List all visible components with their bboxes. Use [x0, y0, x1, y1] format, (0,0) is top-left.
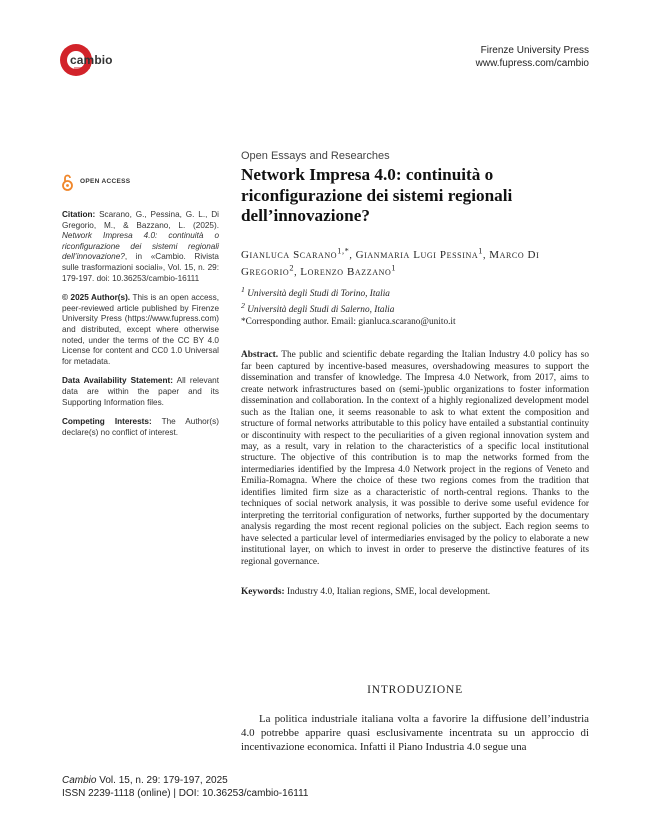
author-sup: 1,* — [337, 246, 350, 256]
article-main — [241, 150, 589, 598]
footer-issue: Vol. 15, n. 29: 179-197, 2025 — [99, 775, 228, 786]
abstract — [241, 350, 589, 568]
author-item: Gianluca Scarano$^{1,*}$, — [241, 246, 356, 261]
corresponding-author: *Corresponding author. Email: gianluca.scarano@unito.it — [241, 317, 456, 328]
author-sup: 2 — [289, 263, 295, 273]
article-title: Network Impresa 4.0: continuità o riconfigurazione dei sistemi regionali dell’innovazione? — [241, 165, 513, 225]
citation-source: , in «Cambio. Rivista sulle trasformazioni sociali», Vol. 15, n. 29: 179-197. doi: 10.36253/cambio-16111 — [62, 252, 219, 283]
keywords — [241, 587, 589, 599]
affiliations — [241, 284, 589, 328]
author-sup: 1 — [391, 263, 397, 273]
footer-issn: ISSN 2239-1118 (online) | DOI: 10.36253/cambio-16111 — [62, 787, 309, 799]
publisher-name: Firenze University Press — [480, 45, 589, 56]
author-name: Lorenzo Bazzano — [300, 266, 392, 279]
data-availability-label: Data Availability Statement: — [62, 376, 173, 386]
footer-issue-line — [62, 775, 308, 788]
footer-journal: Cambio — [62, 775, 97, 786]
publisher-info — [476, 45, 589, 70]
section-label: Open Essays and Researches — [241, 150, 390, 162]
open-access-lock-icon — [62, 174, 73, 191]
competing-interests-text: The Author(s) declare(s) no conflict of interest. — [62, 417, 219, 437]
competing-interests-label: Competing Interests: — [62, 417, 152, 427]
author-name: Gianluca Scarano — [241, 248, 338, 261]
abstract-label: Abstract. — [241, 350, 279, 361]
data-availability-block — [62, 376, 219, 408]
author-item: Gianmaria Lugi Pessina$^1$, — [355, 246, 490, 261]
keywords-label: Keywords: — [241, 586, 285, 597]
journal-footer — [62, 775, 308, 800]
journal-logo — [60, 44, 120, 80]
author-name: Marco Di Gregorio — [241, 248, 540, 279]
citation-label: Citation: — [62, 210, 96, 219]
author-name: Gianmaria Lugi Pessina — [355, 248, 479, 261]
copyright-text: This is an open access, peer-reviewed article published by Firenze University Press (https://www.fupress.com) and distributed, except where otherwise noted, under the terms of the CC BY 4.0 License for content and CC0 1.0 Universal for metadata. — [62, 293, 219, 366]
intro-paragraph: La politica industriale italiana volta a favorire la diffusione dell’industria 4.0 potrebbe apparire quasi esclusivamente incentrata su un approccio di incentivazione economica. Infatti il Piano Industria 4.0 segue una — [241, 713, 589, 754]
competing-interests-block — [62, 417, 219, 438]
publisher-url[interactable]: www.fupress.com/cambio — [475, 57, 589, 69]
copyright-block — [62, 293, 219, 367]
copyright-label: © 2025 Author(s). — [62, 293, 131, 303]
author-item: Marco Di Gregorio$^2$, — [241, 248, 540, 279]
logo-text: cambio — [70, 53, 113, 67]
intro-heading: INTRODUZIONE — [367, 684, 463, 696]
citation-block — [62, 210, 219, 284]
abstract-text: The public and scientific debate regarding the Italian Industry 4.0 policy has so far been captured by incentive-based measures, overshadowing measures to support the dissemination and transfer of knowledge. The Impresa 4.0 Network, from 2017, aims to create network infrastructures based on (semi-)public organizations to foster information dissemination and collaboration. In the context of a highly regionalized development model such as the Italian one, it seems reasonable to ask to what extent the composition and structure of formal networks attributable to this policy have entailed a substantial continuity or discontinuity with respect to the peculiarities of a given regional innovation system and may, as a result, vary in relation to the characteristics of a specific local institutional structure. The objective of this contribution is to map the networks formed from the intermediaries identified by the Impresa 4.0 Network project in the regions of Veneto and Emilia-Romagna. Where the choice of these two regions comes from the tradition that identifies limited firm size as a characteristic of north-central regions. Thanks to the techniques of social network analysis, it was possible to derive some useful evidence for interpreting the territorial configuration of networks, further supported by the documentary analysis regarding the most recent regional policies on the subject. Each region seems to have selected a particular level of intermediaries envisaged by the policy to elaborate a new institutional layer, on which to invest in order to preserve the distinctive features of its regional governance. — [241, 350, 589, 567]
affiliation-item: $^2$ Università degli Studi di Salerno, Italia — [241, 301, 395, 316]
citation-title: Network Impresa 4.0: continuità o riconfigurazione dei sistemi regionali dell’innovazione? — [62, 231, 219, 262]
author-sup: 1 — [478, 246, 483, 256]
citation-authors: Scarano, G., Pessina, G. L., Di Gregorio, M., & Bazzano, L. (2025). — [62, 210, 219, 230]
keywords-text: Industry 4.0, Italian regions, SME, local development. — [286, 586, 491, 597]
author-item — [300, 263, 397, 279]
affiliation-item: $^1$ Università degli Studi di Torino, Italia — [241, 285, 390, 300]
sidebar-metadata — [62, 210, 219, 447]
data-availability-text: All relevant data are within the paper and its Supporting Information files. — [62, 376, 219, 407]
open-access-label: OPEN ACCESS — [80, 178, 131, 185]
author-list — [241, 245, 589, 280]
